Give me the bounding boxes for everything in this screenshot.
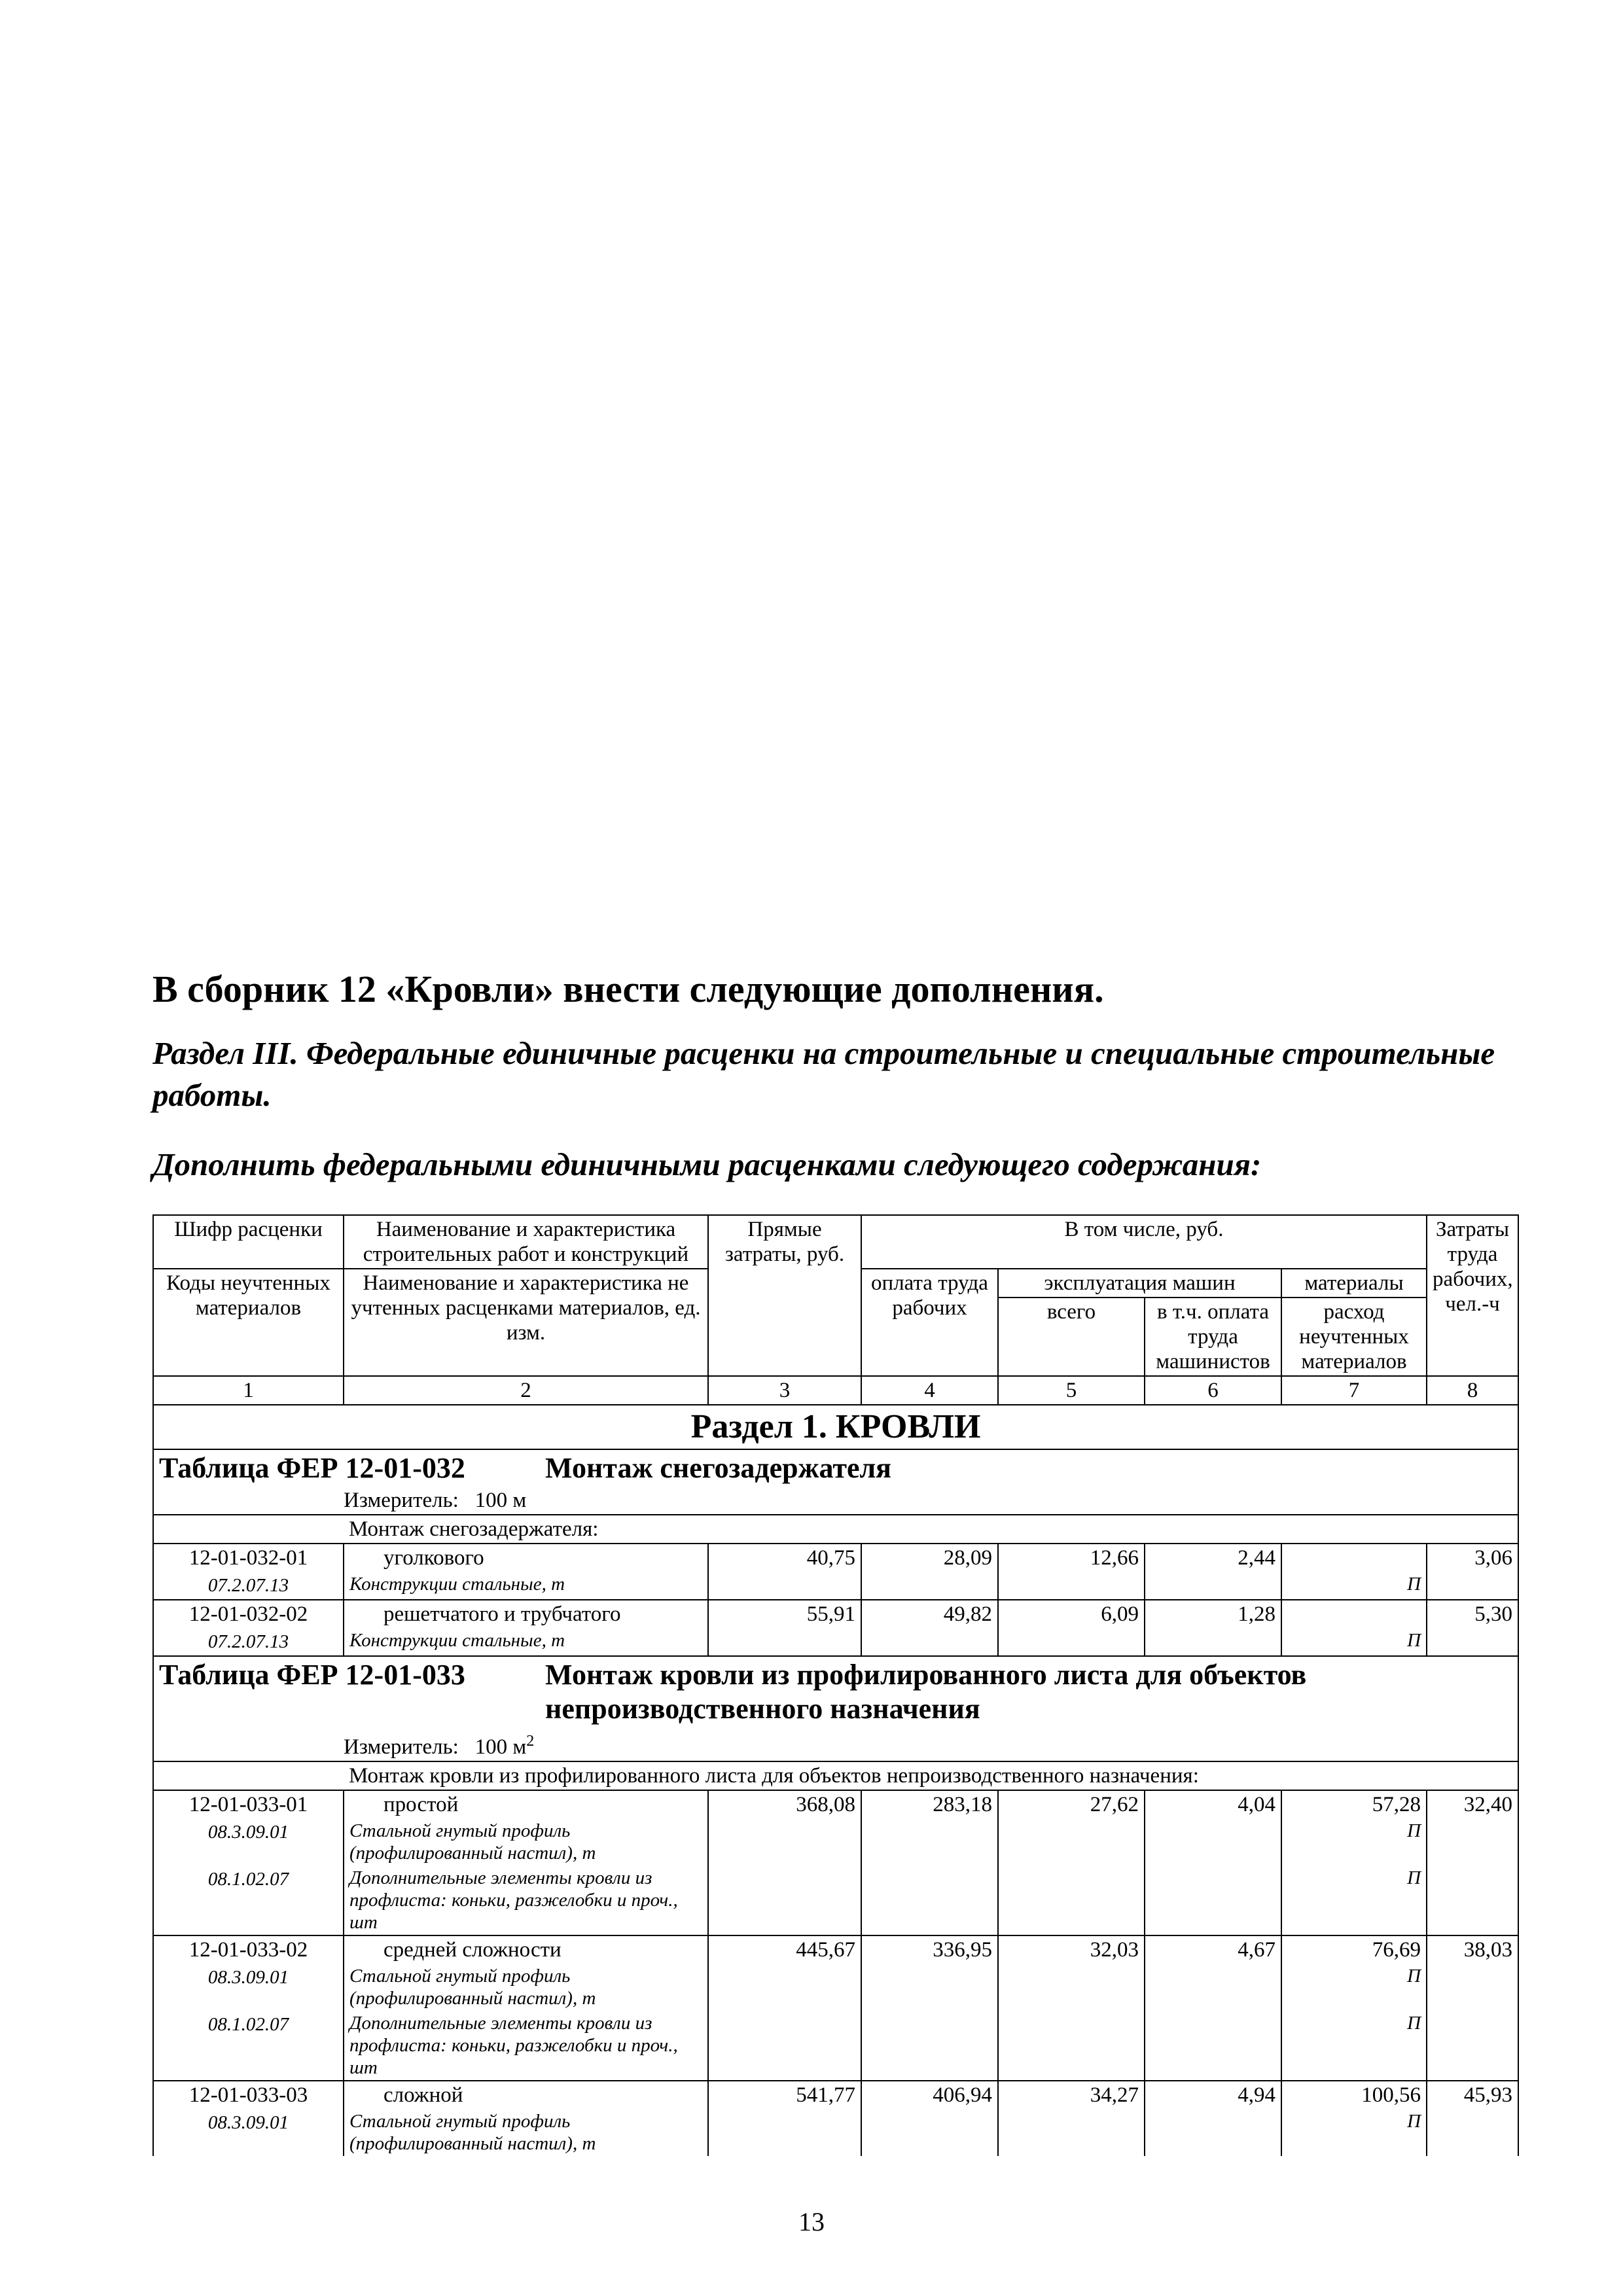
machines-wage: 4,04 [1145, 1790, 1281, 1935]
table-033-measure-row [153, 1727, 1518, 1761]
measure-value: 100 м [474, 1489, 527, 1512]
table-033-group: Монтаж кровли из профилированного листа для объектов непроизводственного назначения: [344, 1761, 1518, 1790]
measure-sup: 2 [526, 1733, 535, 1750]
material-name: Дополнительные элементы кровли из профлиста: коньки, разжелобки и проч., шт [344, 1865, 708, 1935]
materials: 100,56 [1281, 2081, 1427, 2109]
labor-cost: 3,06 [1427, 1544, 1518, 1600]
rate-code: 12-01-033-01 [153, 1790, 344, 1818]
material-value: П [1281, 1628, 1427, 1656]
table-032-title [153, 1449, 1518, 1487]
material-name: Стальной гнутый профиль (профилированный настил), т [344, 1964, 708, 2011]
rate-code: 12-01-032-01 [153, 1544, 344, 1572]
col-number: 2 [344, 1376, 708, 1405]
table-row [153, 1544, 1518, 1572]
header-materials: материалы [1281, 1269, 1427, 1298]
section-title: Раздел 1. КРОВЛИ [153, 1405, 1518, 1449]
wage: 49,82 [861, 1600, 998, 1656]
measure-label: Измеритель: [344, 1735, 459, 1759]
material-value: П [1281, 1865, 1427, 1935]
material-value: П [1281, 2011, 1427, 2081]
col-number: 4 [861, 1376, 998, 1405]
header-mat-name: Наименование и характеристика не учтенных расценками материалов, ед. изм. [344, 1269, 708, 1376]
materials [1281, 1544, 1427, 1572]
table-032-group: Монтаж снегозадержателя: [344, 1515, 1518, 1544]
material-value: П [1281, 1818, 1427, 1865]
material-name: Конструкции стальные, т [344, 1628, 708, 1656]
materials: 57,28 [1281, 1790, 1427, 1818]
wage: 406,94 [861, 2081, 998, 2156]
column-numbers-row [153, 1376, 1518, 1405]
table-row [153, 1600, 1518, 1628]
direct-cost: 368,08 [708, 1790, 861, 1935]
labor-cost: 32,40 [1427, 1790, 1518, 1935]
table-032-measure-row [153, 1487, 1518, 1515]
rate-name: решетчатого и трубчатого [344, 1600, 708, 1628]
rate-code: 12-01-033-02 [153, 1935, 344, 1964]
header-row-1 [153, 1215, 1518, 1269]
material-code: 07.2.07.13 [153, 1628, 344, 1656]
machines-total: 6,09 [998, 1600, 1145, 1656]
document-heading: В сборник 12 «Кровли» внести следующие дополнения. [152, 968, 1104, 1010]
header-machines-wage: в т.ч. оплата труда машинистов [1145, 1298, 1281, 1376]
machines-wage: 1,28 [1145, 1600, 1281, 1656]
rate-name: сложной [344, 2081, 708, 2109]
material-name: Стальной гнутый профиль (профилированный настил), т [344, 1818, 708, 1865]
table-032-group-row [153, 1515, 1518, 1544]
wage: 336,95 [861, 1935, 998, 2081]
col-number: 6 [1145, 1376, 1281, 1405]
material-value: П [1281, 1964, 1427, 2011]
material-name: Стальной гнутый профиль (профилированный настил), т [344, 2109, 708, 2156]
col-number: 3 [708, 1376, 861, 1405]
rate-code: 12-01-033-03 [153, 2081, 344, 2109]
material-value: П [1281, 1572, 1427, 1600]
header-cipher: Шифр расценки [153, 1215, 344, 1269]
table-032-title-row [153, 1449, 1518, 1487]
table-row [153, 1790, 1518, 1818]
machines-wage: 4,94 [1145, 2081, 1281, 2156]
labor-cost: 38,03 [1427, 1935, 1518, 2081]
machines-total: 34,27 [998, 2081, 1145, 2156]
section-intro: Раздел III. Федеральные единичные расценки на строительные и специальные строительные работы. [152, 1035, 1495, 1113]
col-number: 8 [1427, 1376, 1518, 1405]
col-number: 1 [153, 1376, 344, 1405]
page-number: 13 [798, 2207, 825, 2236]
rate-name: простой [344, 1790, 708, 1818]
materials [1281, 1600, 1427, 1628]
machines-total: 12,66 [998, 1544, 1145, 1600]
wage: 283,18 [861, 1790, 998, 1935]
table-033-measure [153, 1727, 1518, 1761]
rate-name: средней сложности [344, 1935, 708, 1964]
table-row [153, 1935, 1518, 1964]
table-033-title-row [153, 1656, 1518, 1727]
header-labor-wage: оплата труда рабочих [861, 1269, 998, 1376]
header-name: Наименование и характеристика строительных работ и конструкций [344, 1215, 708, 1269]
material-code: 08.3.09.01 [153, 1818, 344, 1865]
table-033-label: Таблица ФЕР 12-01-033 [159, 1659, 465, 1691]
material-value: П [1281, 2109, 1427, 2156]
table-033-title [153, 1656, 1518, 1727]
table-032-label: Таблица ФЕР 12-01-032 [159, 1452, 465, 1484]
header-codes: Коды неучтенных материалов [153, 1269, 344, 1376]
rates-table [152, 1214, 1519, 2156]
table-row [153, 2081, 1518, 2109]
measure-label: Измеритель: [344, 1489, 459, 1512]
header-materials-consumption: расход неучтенных материалов [1281, 1298, 1427, 1376]
header-machines-all: всего [998, 1298, 1145, 1376]
table-033-group-row [153, 1761, 1518, 1790]
col-number: 7 [1281, 1376, 1427, 1405]
table-032-name: Монтаж снегозадержателя [545, 1452, 891, 1484]
material-code: 07.2.07.13 [153, 1572, 344, 1600]
materials: 76,69 [1281, 1935, 1427, 1964]
material-code: 08.3.09.01 [153, 1964, 344, 2011]
labor-cost: 5,30 [1427, 1600, 1518, 1656]
labor-cost: 45,93 [1427, 2081, 1518, 2156]
machines-total: 32,03 [998, 1935, 1145, 2081]
material-name: Конструкции стальные, т [344, 1572, 708, 1600]
machines-wage: 4,67 [1145, 1935, 1281, 2081]
section-row [153, 1405, 1518, 1449]
header-labor-cost: Затраты труда рабочих, чел.-ч [1427, 1215, 1518, 1376]
machines-wage: 2,44 [1145, 1544, 1281, 1600]
direct-cost: 40,75 [708, 1544, 861, 1600]
machines-total: 27,62 [998, 1790, 1145, 1935]
material-code: 08.3.09.01 [153, 2109, 344, 2156]
rate-name: уголкового [344, 1544, 708, 1572]
add-intro: Дополнить федеральными единичными расценками следующего содержания: [152, 1146, 1262, 1182]
material-code: 08.1.02.07 [153, 2011, 344, 2081]
header-incl: В том числе, руб. [861, 1215, 1427, 1269]
direct-cost: 541,77 [708, 2081, 861, 2156]
table-032-measure [153, 1487, 1518, 1515]
col-number: 5 [998, 1376, 1145, 1405]
wage: 28,09 [861, 1544, 998, 1600]
material-code: 08.1.02.07 [153, 1865, 344, 1935]
table-033-name: Монтаж кровли из профилированного листа для объектов непроизводственного назначения [545, 1659, 1307, 1725]
direct-cost: 55,91 [708, 1600, 861, 1656]
header-machines: эксплуатация машин [998, 1269, 1281, 1298]
measure-value: 100 м [474, 1735, 527, 1759]
direct-cost: 445,67 [708, 1935, 861, 2081]
rate-code: 12-01-032-02 [153, 1600, 344, 1628]
material-name: Дополнительные элементы кровли из профлиста: коньки, разжелобки и проч., шт [344, 2011, 708, 2081]
header-direct: Прямые затраты, руб. [708, 1215, 861, 1376]
